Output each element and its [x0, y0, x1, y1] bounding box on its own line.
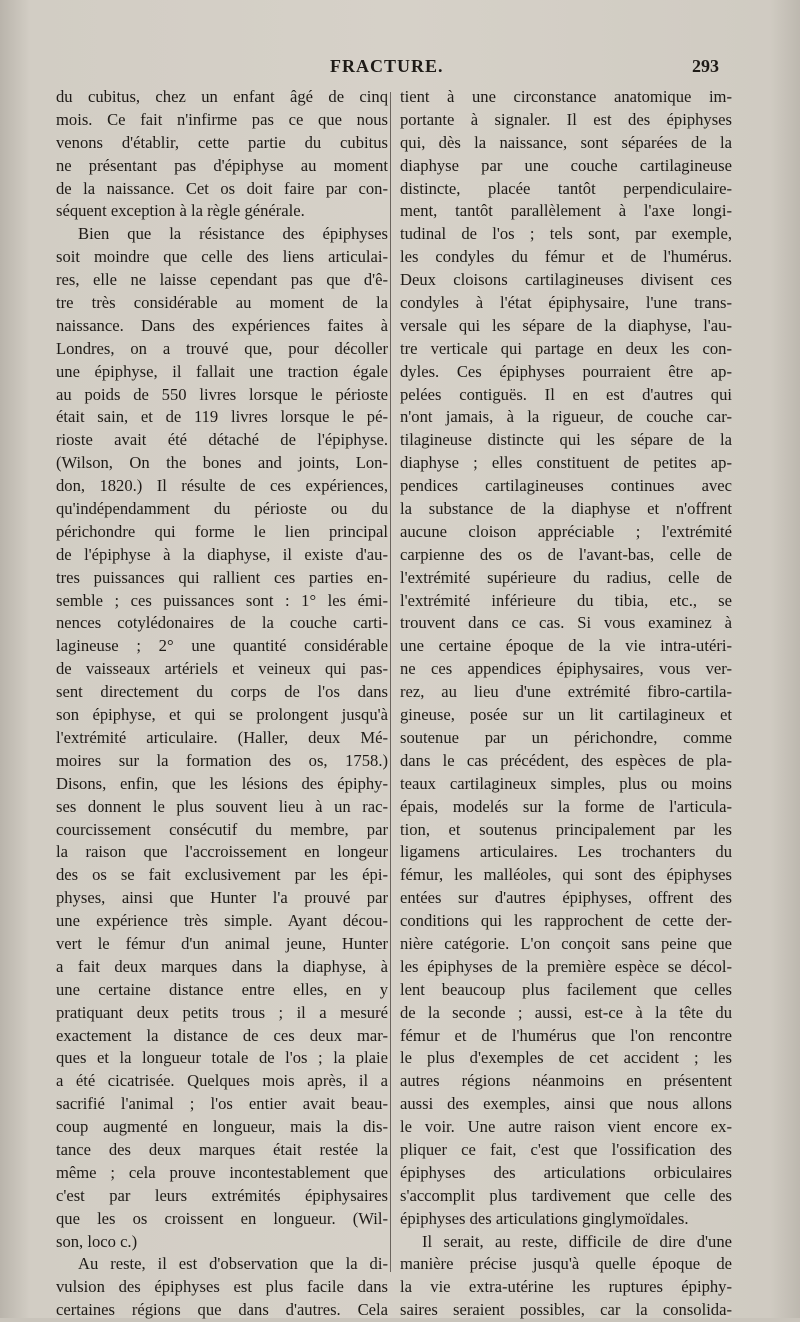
text-line: soit moindre que celle des liens articulai- [56, 247, 388, 267]
text-line: ques et la longueur totale de l'os ; la plaie [56, 1048, 388, 1068]
text-line: tient à une circonstance anatomique im- [400, 87, 732, 106]
text-line: diaphyse par une couche cartilagineuse [400, 155, 732, 175]
text-line: Au reste, il est d'observation que la di- [78, 1254, 388, 1274]
column-divider [390, 92, 391, 1272]
text-line: vulsion des épiphyses est plus facile dans [56, 1277, 388, 1297]
text-line: tre très considérable au moment de la [56, 293, 388, 313]
text-line: conditions qui les rapprochent de cette der- [400, 911, 732, 931]
text-line: tre verticale qui partage en deux les con- [400, 338, 732, 358]
text-line: soutenue par un périchondre, comme [400, 727, 732, 747]
text-line: son épiphyse, et qui se prolongent jusqu'à [56, 705, 388, 725]
text-line: versale qui les sépare de la diaphyse, l'au- [400, 315, 732, 335]
page-header [0, 56, 800, 80]
text-line: sent directement du corps de l'os dans [56, 682, 388, 702]
text-line: carpienne des os de l'avant-bas, celle de [400, 544, 732, 564]
text-line: les épiphyses de la première espèce se décol- [400, 956, 732, 976]
text-line: les condyles du fémur et de l'humérus. [400, 247, 732, 267]
text-line: l'extrémité supérieure du radius, celle de [400, 567, 732, 587]
text-line: diaphyse ; elles constituent de petites ap- [400, 453, 732, 473]
text-line: rioste avait été détaché de l'épiphyse. [56, 430, 388, 450]
text-line: pratiquant deux petits trous ; il a mesuré [56, 1002, 388, 1022]
text-line: lagineuse ; 2° une quantité considérable [56, 636, 388, 656]
text-line: condyles à l'état épiphysaire, l'une trans- [400, 293, 732, 313]
text-line: la substance de la diaphyse et n'offrent [400, 499, 732, 519]
text-line: distincte, placée tantôt perpendiculaire- [400, 178, 732, 198]
text-line: autres régions néanmoins en présentent [400, 1071, 732, 1091]
text-line: coup augmenté en longueur, mais la dis- [56, 1117, 388, 1137]
text-line: la raison que l'accroissement en longeur [56, 842, 388, 862]
text-line: manière précise jusqu'à quelle époque de [400, 1254, 732, 1274]
text-line: teaux cartilagineux simples, plus ou moins [400, 773, 732, 793]
text-line: au poids de 550 livres lorsque le périoste [56, 384, 388, 404]
text-line: tilagineuse distincte qui les sépare de la [400, 430, 732, 450]
text-line: était sain, et de 119 livres lorsque le pé- [56, 407, 388, 427]
text-line: trouvent dans ce cas. Si vous examinez à [400, 613, 732, 633]
text-line: dyles. Ces épiphyses pourraient être ap- [400, 361, 732, 381]
text-line: l'extrémité articulaire. (Haller, deux Mé- [56, 727, 388, 747]
text-line: pelées contiguës. Il en est d'autres qui [400, 384, 732, 404]
page-number: 293 [692, 56, 719, 76]
text-line: des os se fait exclusivement par les épi- [56, 865, 388, 885]
text-line: une certaine distance entre elles, en y [56, 979, 388, 999]
text-line: saires seraient possibles, car la consolida- [400, 1300, 732, 1320]
text-line: lent beaucoup plus facilement que celles [400, 979, 732, 999]
text-line: aussi des exemples, ainsi que nous allons [400, 1094, 732, 1114]
text-line: Deux cloisons cartilagineuses divisent ces [400, 270, 732, 290]
text-line: ligamens articulaires. Les trochanters du [400, 842, 732, 862]
text-line: son, loco c.) [56, 1231, 138, 1251]
text-line: une certaine époque de la vie intra-utéri- [400, 636, 732, 656]
text-line: courcissement consécutif du membre, par [56, 819, 388, 839]
text-line: (Wilson, On the bones and joints, Lon- [56, 453, 388, 473]
text-line: portante à signaler. Il est des épiphyses [400, 109, 732, 129]
text-line: aucune cloison appréciable ; l'extrémité [400, 521, 732, 541]
text-line: de vaisseaux artériels et veineux qui pas- [56, 659, 388, 679]
text-line: périchondre qui forme le lien principal [56, 521, 388, 541]
text-line: fémur et de l'humérus que l'on rencontre [400, 1025, 732, 1045]
text-line: épiphyses des articulations ginglymoïdales. [400, 1208, 689, 1228]
text-line: qui, dès la naissance, sont séparées de la [400, 132, 732, 152]
text-line: mois. Ce fait n'infirme pas ce que nous [56, 109, 388, 129]
text-line: physes, ainsi que Hunter l'a prouvé par [56, 888, 388, 908]
text-line: la vie extra-utérine les ruptures épiphy- [400, 1277, 732, 1297]
text-line: le plus d'exemples de cet accident ; les [400, 1048, 732, 1068]
text-line: don, 1820.) Il résulte de ces expériences, [56, 476, 388, 496]
text-line: l'extrémité inférieure du tibia, etc., se [400, 590, 732, 610]
text-line: naissance. Dans des expériences faites à [56, 315, 388, 335]
text-line: de la seconde ; aussi, est-ce à la tête du [400, 1002, 732, 1022]
text-line: tres puissances qui rallient ces parties en- [56, 567, 388, 587]
text-line: a été cicatrisée. Quelques mois après, il a [56, 1071, 388, 1091]
text-line: semble ; ces puissances sont : 1° les émi- [56, 590, 388, 610]
text-line: le voir. Une autre raison vient encore ex- [400, 1117, 732, 1137]
text-line: nière catégorie. L'on conçoit sans peine que [400, 933, 732, 953]
text-line: qu'indépendamment du périoste ou du [56, 499, 388, 519]
text-line: Londres, on a trouvé que, pour décoller [56, 338, 388, 358]
text-line: pliquer ce fait, c'est que l'ossification des [400, 1139, 732, 1159]
text-line: de l'épiphyse à la diaphyse, il existe d'au- [56, 544, 388, 564]
text-line: ses donnent le plus souvent lieu à un rac- [56, 796, 388, 816]
text-line: Il serait, au reste, difficile de dire d'une [422, 1231, 732, 1251]
text-line: même ; cela prouve incontestablement que [56, 1162, 388, 1182]
text-line: dans le cas précédent, des espèces de pla- [400, 750, 732, 770]
left-column [56, 86, 388, 1322]
text-line: tion, et soutenus principalement par les [400, 819, 732, 839]
text-line: du cubitus, chez un enfant âgé de cinq [56, 87, 388, 106]
text-line: Bien que la résistance des épiphyses [78, 224, 388, 244]
text-line: exactement la distance de ces deux mar- [56, 1025, 388, 1045]
text-line: de la naissance. Cet os doit faire par con- [56, 178, 388, 198]
text-line: s'accomplit plus tardivement que celle des [400, 1185, 732, 1205]
text-line: une épiphyse, il fallait une traction égale [56, 361, 388, 381]
text-line: que les os croissent en longueur. (Wil- [56, 1208, 388, 1228]
text-line: ment, tantôt parallèlement à l'axe longi- [400, 201, 732, 221]
text-line: ne ces appendices épiphysaires, vous ver- [400, 659, 732, 679]
text-line: res, elle ne laisse cependant pas que d'ê- [56, 270, 388, 290]
text-line: séquent exception à la règle générale. [56, 201, 305, 221]
running-title: FRACTURE. [330, 56, 444, 76]
text-line: vert le fémur d'un animal jeune, Hunter [56, 933, 388, 953]
text-line: pendices cartilagineuses continues avec [400, 476, 732, 496]
text-line: tudinal de l'os ; tels sont, par exemple, [400, 224, 732, 244]
text-line: rez, au lieu d'une extrémité fibro-cartila- [400, 682, 732, 702]
text-line: moires sur la formation des os, 1758.) [56, 750, 388, 770]
text-line: Disons, enfin, que les lésions des épiphy- [56, 773, 388, 793]
text-line: sacrifié l'animal ; l'os entier avait beau- [56, 1094, 388, 1114]
text-line: nences cotylédonaires de la couche carti- [56, 613, 388, 633]
text-line: gineuse, posée sur un lit cartilagineux et [400, 705, 732, 725]
text-line: épais, modelés sur la forme de l'articula- [400, 796, 732, 816]
text-line: entées sur d'autres épiphyses, offrent des [400, 888, 732, 908]
text-line: certaines régions que dans d'autres. Cela [56, 1300, 388, 1320]
text-line: ne présentant pas d'épiphyse au moment [56, 155, 388, 175]
text-line: c'est par leurs extrémités épiphysaires [56, 1185, 388, 1205]
text-line: fémur, les malléoles, qui sont des épiphyses [400, 865, 732, 885]
text-line: a fait deux marques dans la diaphyse, à [56, 956, 388, 976]
text-line: une expérience très simple. Ayant décou- [56, 911, 388, 931]
text-line: tance des deux marques était restée la [56, 1139, 388, 1159]
right-column [400, 86, 732, 1322]
text-line: épiphyses des articulations orbiculaires [400, 1162, 732, 1182]
text-line: venons d'établir, cette partie du cubitus [56, 132, 388, 152]
text-line: n'ont jamais, à la rigueur, de couche car- [400, 407, 732, 427]
